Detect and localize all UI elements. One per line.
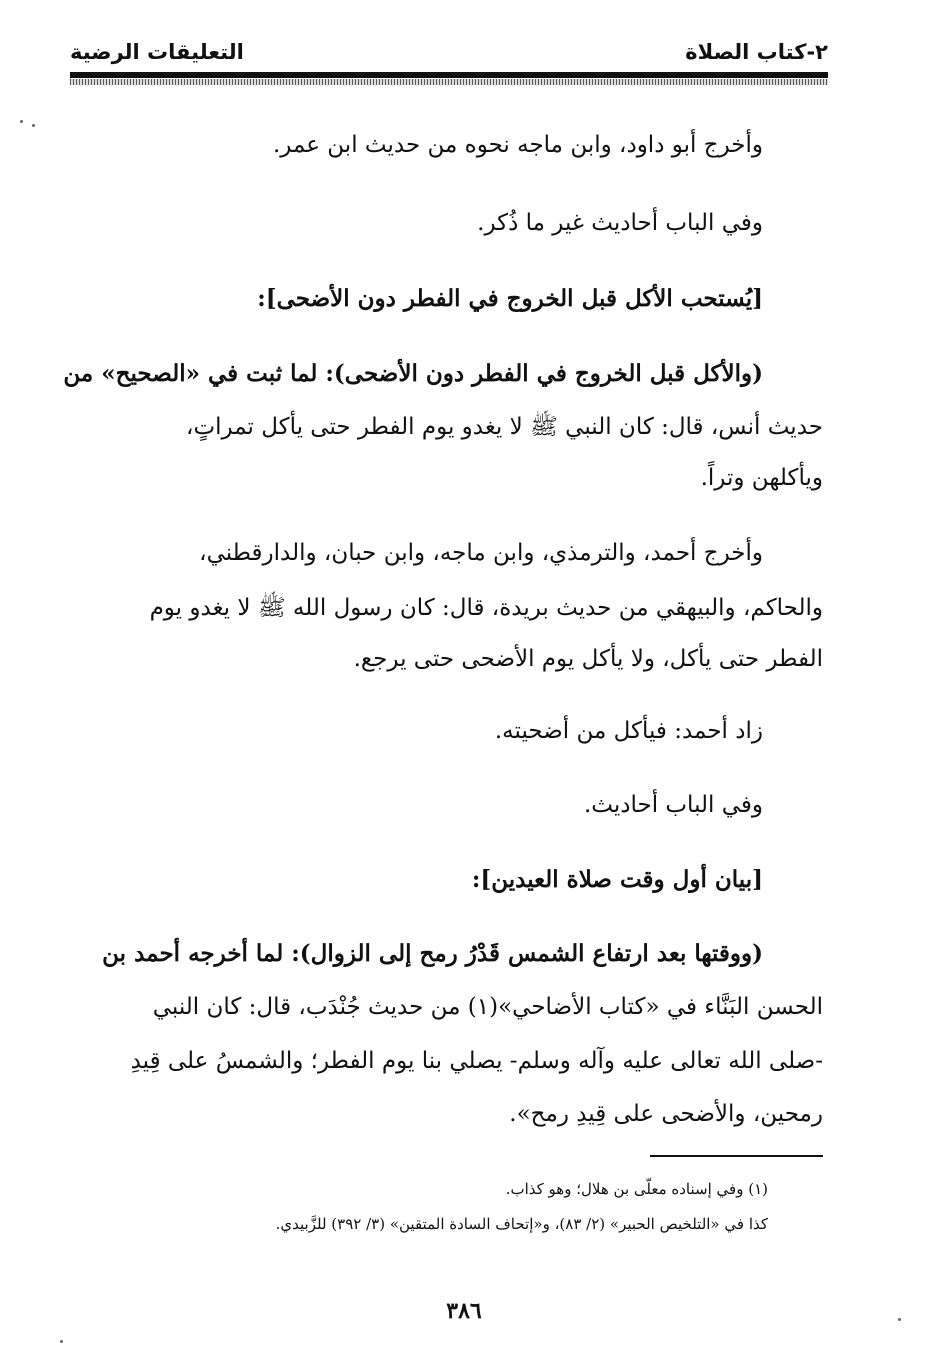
text-line: رمحين، والأضحى على قِيدِ رمح».	[509, 1101, 823, 1127]
text-line: ويأكلهن وتراً.	[700, 465, 823, 491]
scan-speck	[20, 120, 23, 123]
text-line: وفي الباب أحاديث غير ما ذُكر.	[477, 210, 763, 236]
text-line: (ووقتها بعد ارتفاع الشمس قَدْرُ رمح إلى الزوال): لما أخرجه أحمد بن	[102, 940, 763, 967]
header-rule	[70, 72, 828, 78]
chapter-title: ٢-كتاب الصلاة	[685, 40, 828, 64]
text-line: والحاكم، والبيهقي من حديث بريدة، قال: كان رسول الله ﷺ لا يغدو يوم	[149, 595, 823, 621]
scan-speck	[32, 124, 35, 127]
section-heading: [بيان أول وقت صلاة العيدين]:	[471, 866, 763, 893]
scan-speck	[898, 1318, 901, 1321]
page-number: ٣٨٦	[446, 1298, 482, 1324]
footnote: كذا في «التلخيص الحبير» (٢/ ٨٣)، و«إتحاف السادة المتقين» (٣/ ٣٩٢) للزَّبيدي.	[275, 1215, 768, 1233]
text-line: -صلى الله تعالى عليه وآله وسلم- يصلي بنا يوم الفطر؛ والشمسُ على قِيدِ	[130, 1048, 823, 1074]
footnote: (١) وفي إسناده معلّى بن هلال؛ وهو كذاب.	[505, 1180, 768, 1198]
text-line: وأخرج أبو داود، وابن ماجه نحوه من حديث ابن عمر.	[272, 132, 763, 158]
text-line: (والأكل قبل الخروج في الفطر دون الأضحى): لما ثبت في «الصحيح» من	[63, 360, 763, 387]
text-line: حديث أنس، قال: كان النبي ﷺ لا يغدو يوم الفطر حتى يأكل تمراتٍ،	[186, 414, 823, 440]
header-hatch-rule	[70, 79, 828, 85]
running-header	[70, 40, 828, 70]
text-line: الفطر حتى يأكل، ولا يأكل يوم الأضحى حتى يرجع.	[353, 646, 823, 672]
book-title: التعليقات الرضية	[70, 40, 244, 64]
scan-speck	[60, 1340, 63, 1343]
section-heading: [يُستحب الأكل قبل الخروج في الفطر دون الأضحى]:	[257, 285, 763, 312]
text-line: الحسن البَنَّاء في «كتاب الأضاحي»(١) من حديث جُنْدَب، قال: كان النبي	[152, 994, 823, 1020]
footnote-rule	[650, 1155, 823, 1157]
text-line: وفي الباب أحاديث.	[583, 792, 763, 818]
text-line: وأخرج أحمد، والترمذي، وابن ماجه، وابن حبان، والدارقطني،	[199, 540, 763, 566]
text-line: زاد أحمد: فيأكل من أضحيته.	[494, 718, 763, 744]
